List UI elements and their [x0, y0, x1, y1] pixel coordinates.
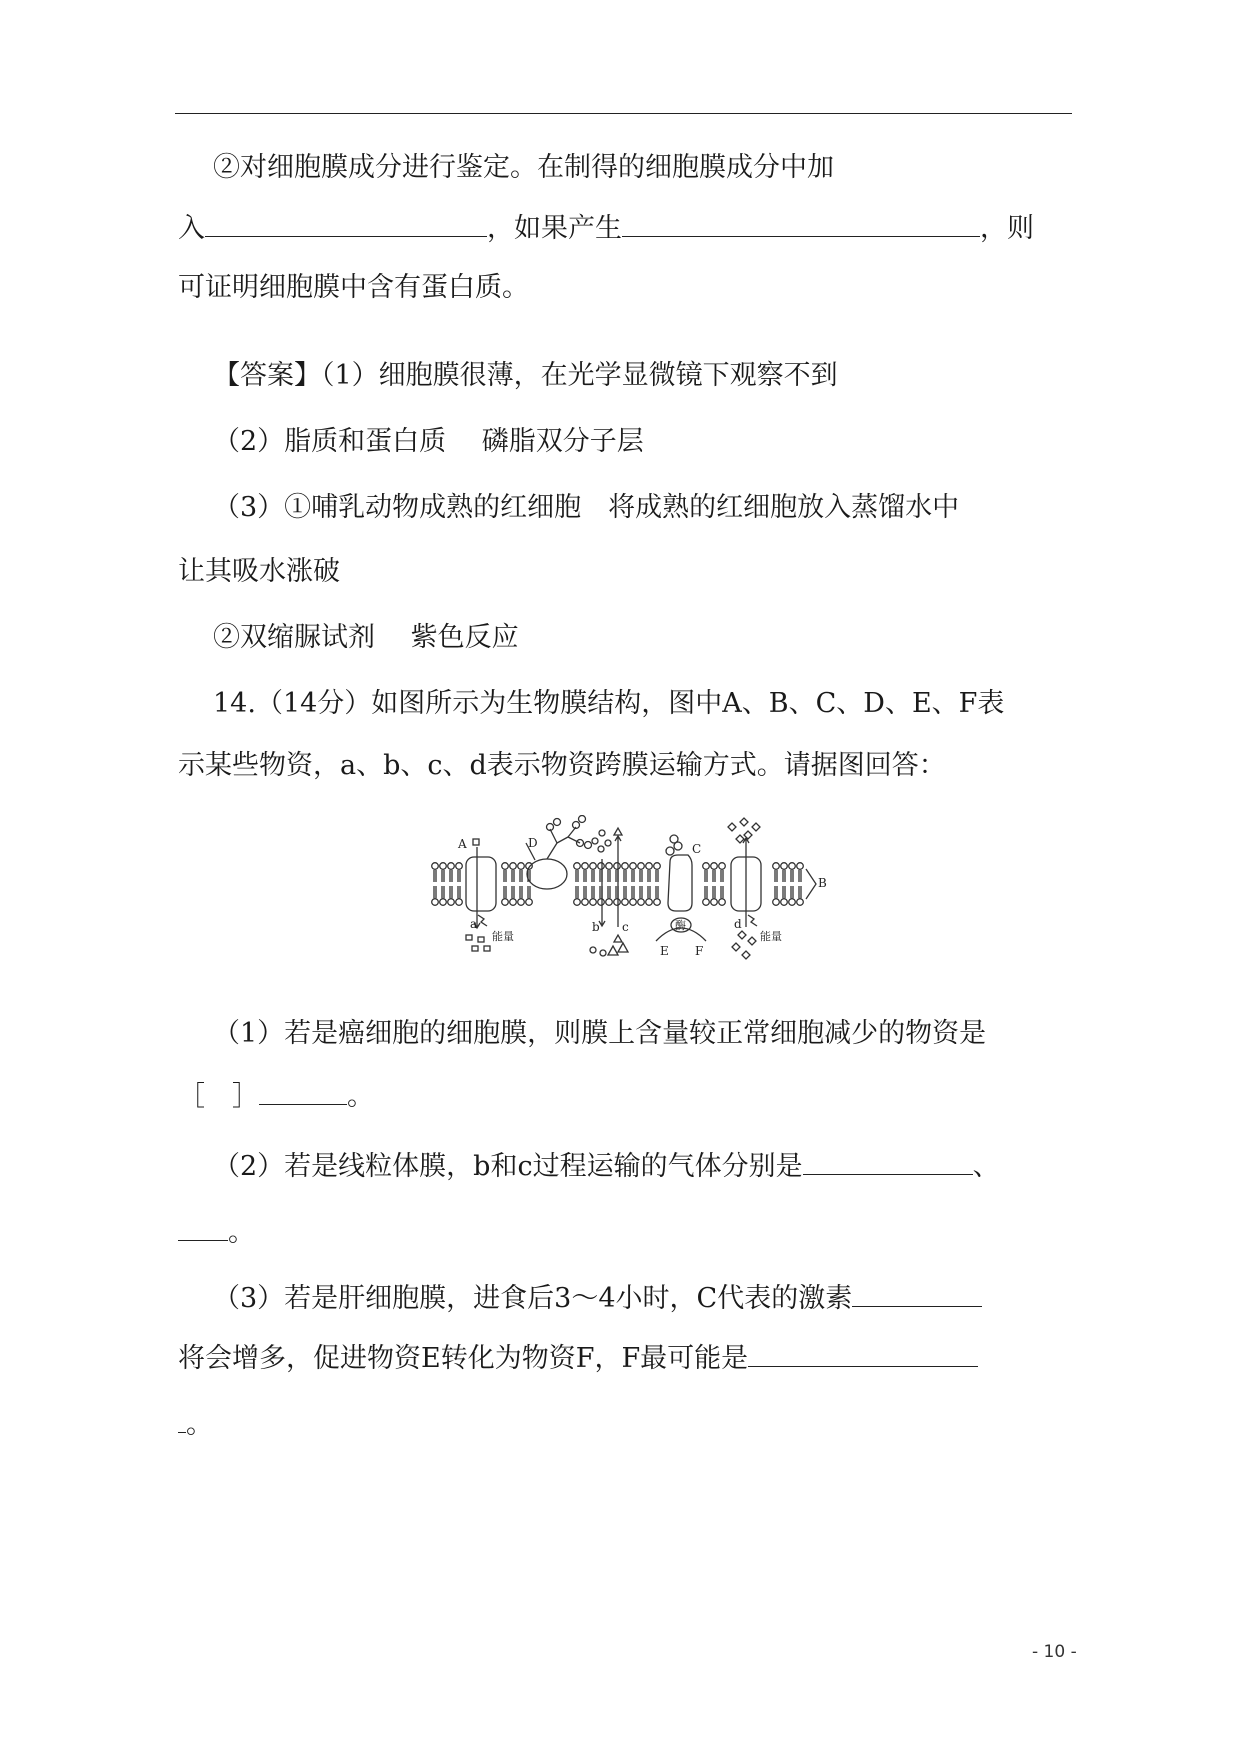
- label-A: A: [458, 837, 467, 851]
- question-line: 。: [178, 1404, 213, 1445]
- question-line: 将会增多，促进物资E转化为物资F，F最可能是: [178, 1338, 978, 1379]
- answer-blank[interactable]: [259, 1076, 347, 1105]
- label-D: D: [528, 836, 538, 850]
- question-line: 。: [178, 1212, 255, 1253]
- label-C: C: [692, 842, 702, 856]
- label-B: B: [818, 876, 827, 890]
- answer-line: （3）①哺乳动物成熟的红细胞 将成熟的红细胞放入蒸馏水中: [213, 492, 960, 523]
- answer-blank[interactable]: [178, 1404, 186, 1433]
- question-line: （3）若是肝细胞膜，进食后3～4小时，C代表的激素: [213, 1278, 982, 1319]
- label-a: a: [470, 917, 478, 931]
- text-line: 可证明细胞膜中含有蛋白质。: [178, 272, 529, 303]
- answer-blank[interactable]: [748, 1338, 978, 1367]
- page-number: - 10 -: [1032, 1642, 1077, 1662]
- answer-blank[interactable]: [178, 1212, 228, 1241]
- text-line: 入 ，如果产生 ，则: [178, 208, 1034, 249]
- header-rule: [175, 113, 1072, 114]
- label-c: c: [622, 920, 629, 934]
- label-enzyme: 酶: [675, 919, 686, 932]
- membrane-diagram: [430, 815, 840, 977]
- answer-blank[interactable]: [622, 208, 980, 237]
- answer-line: （2）脂质和蛋白质 磷脂双分子层: [213, 426, 644, 457]
- label-d: d: [734, 917, 742, 931]
- answer-blank[interactable]: [205, 208, 487, 237]
- label-energy: 能量: [760, 930, 782, 943]
- question-line: （2）若是线粒体膜，b和c过程运输的气体分别是 、: [213, 1146, 1000, 1187]
- answer-line: ②双缩脲试剂 紫色反应: [213, 622, 519, 653]
- label-E: E: [660, 944, 669, 958]
- text-line: ②对细胞膜成分进行鉴定。在制得的细胞膜成分中加: [213, 152, 834, 183]
- label-b: b: [592, 920, 600, 934]
- answer-blank[interactable]: [803, 1146, 973, 1175]
- answer-line: 让其吸水涨破: [178, 556, 340, 587]
- question-line: ［ ］ 。: [178, 1076, 374, 1117]
- label-F: F: [695, 944, 704, 958]
- label-energy: 能量: [492, 930, 514, 943]
- question-line: 14.（14分）如图所示为生物膜结构，图中A、B、C、D、E、F表: [213, 688, 1005, 719]
- question-line: 示某些物资，a、b、c、d表示物资跨膜运输方式。请据图回答：: [178, 750, 946, 781]
- question-line: （1）若是癌细胞的细胞膜，则膜上含量较正常细胞减少的物资是: [213, 1018, 987, 1049]
- answer-blank[interactable]: [852, 1278, 982, 1307]
- answer-line: 【答案】（1）细胞膜很薄，在光学显微镜下观察不到: [213, 360, 838, 391]
